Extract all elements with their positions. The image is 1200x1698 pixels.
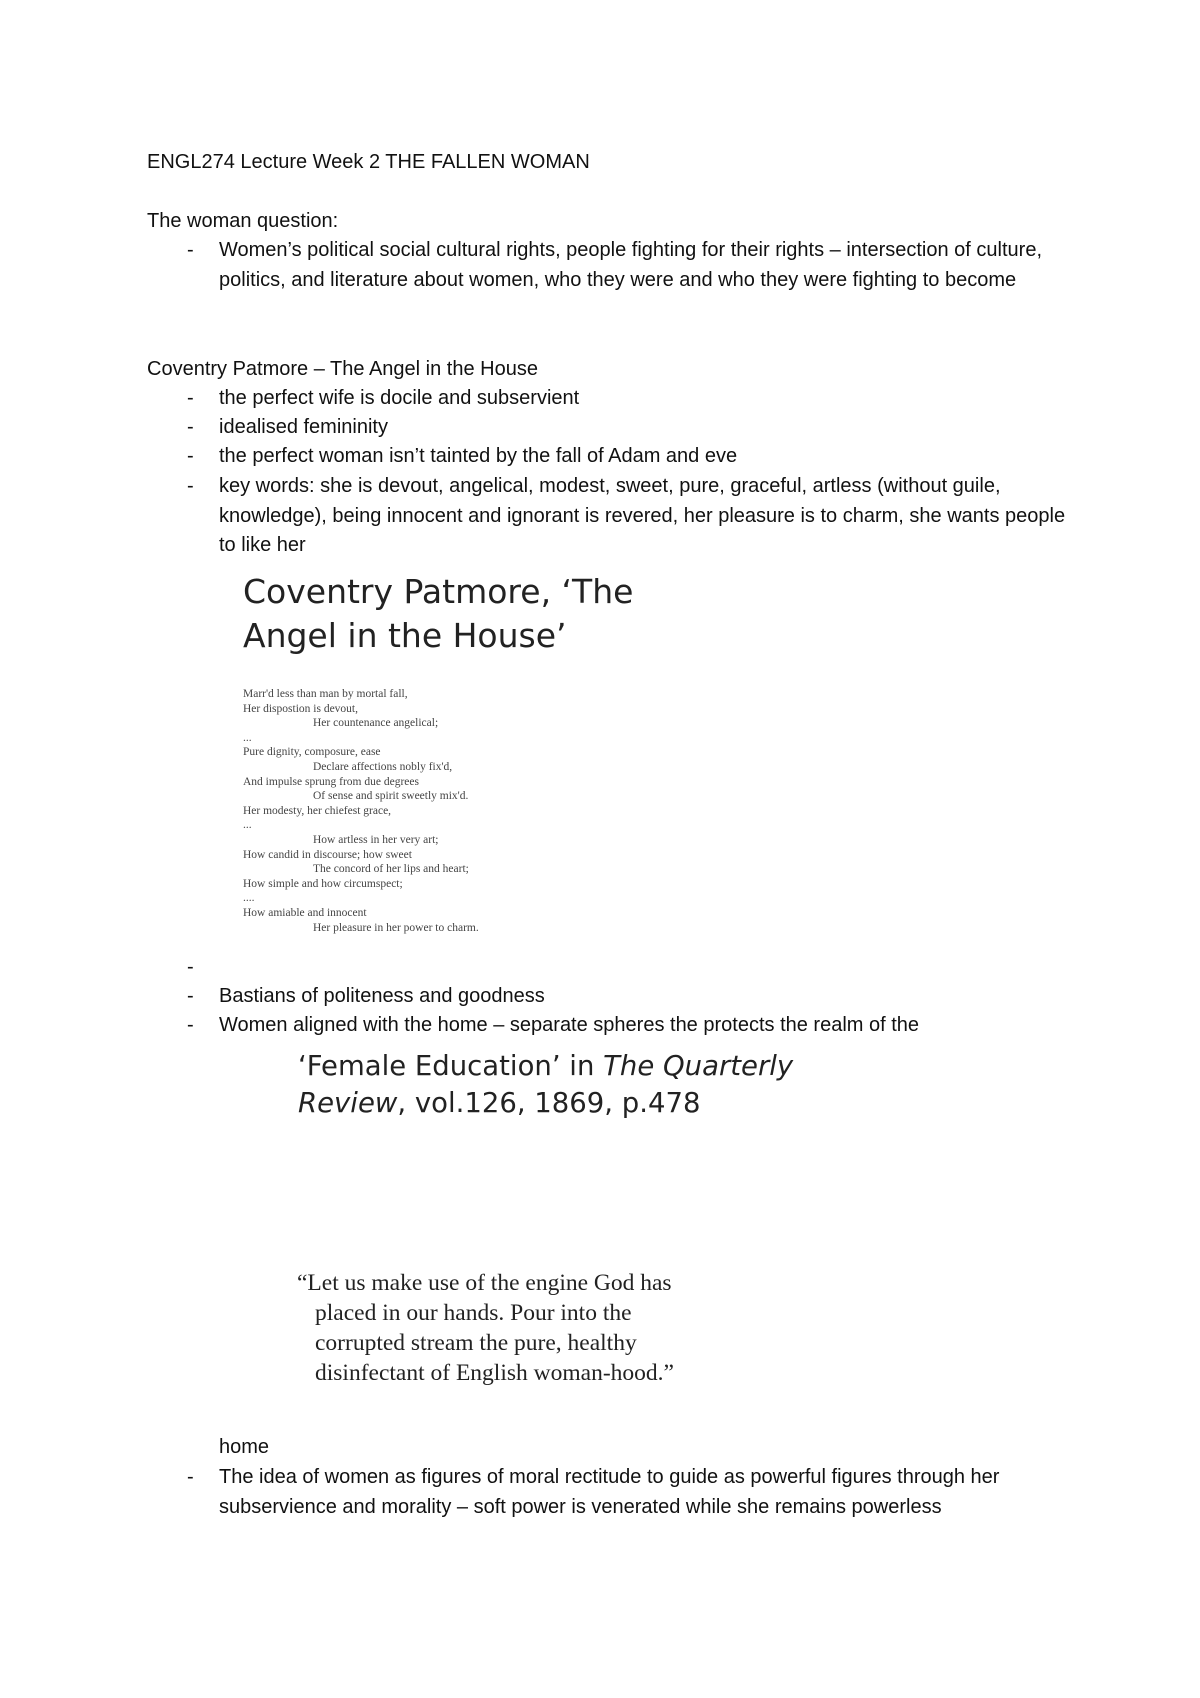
- slide-title-italic: Review: [298, 1087, 398, 1119]
- continuation-text: home: [219, 1436, 270, 1458]
- quote-line: placed in our hands. Pour into the: [315, 1300, 632, 1326]
- poem-line: And impulse sprung from due degrees: [243, 775, 419, 788]
- bullet-dash: -: [187, 985, 194, 1007]
- section-title-woman-question: The woman question:: [147, 210, 339, 232]
- poem-line: How simple and how circumspect;: [243, 877, 403, 890]
- bullet-item: Bastians of politeness and goodness: [219, 985, 545, 1007]
- quote-line: disinfectant of English woman-hood.”: [315, 1360, 674, 1386]
- bullet-item: idealised femininity: [219, 416, 388, 438]
- poem-line: ...: [243, 819, 252, 832]
- poem-excerpt: [243, 687, 479, 935]
- slide-title-italic: The Quarterly: [603, 1050, 794, 1082]
- poem-line: Her modesty, her chiefest grace,: [243, 804, 392, 817]
- slide-title-line: Angel in the House’: [243, 616, 567, 655]
- bullet-item: the perfect wife is docile and subservient: [219, 387, 580, 409]
- poem-line: How candid in discourse; how sweet: [243, 848, 412, 861]
- poem-line: Her dispostion is devout,: [243, 702, 358, 715]
- bullet-dash: -: [187, 387, 194, 409]
- slide-title-line: Coventry Patmore, ‘The: [243, 572, 634, 611]
- bullet-dash: -: [187, 956, 194, 978]
- poem-line: Declare affections nobly fix'd,: [313, 760, 453, 773]
- bullet-dash: -: [187, 239, 194, 261]
- slide-title-text: , vol.126, 1869, p.478: [397, 1087, 701, 1119]
- poem-line: Her countenance angelical;: [313, 717, 439, 730]
- bullet-dash: -: [187, 475, 194, 497]
- poem-line: Her pleasure in her power to charm.: [313, 921, 479, 934]
- bullet-item: Women aligned with the home – separate spheres the protects the realm of the: [219, 1014, 920, 1036]
- bullet-item: Women’s political social cultural rights, people fighting for their rights – intersection of culture, politics, and literature about women, who they were and who they were fighting to become: [219, 239, 1042, 291]
- bullet-dash: -: [187, 416, 194, 438]
- section-title-coventry-patmore: Coventry Patmore – The Angel in the House: [147, 358, 538, 380]
- bullet-item: the perfect woman isn’t tainted by the fall of Adam and eve: [219, 445, 738, 467]
- slide-title-line: [298, 1048, 793, 1085]
- quarterly-review-quote: [297, 1268, 674, 1388]
- slide-title-female-education: [298, 1048, 793, 1122]
- bullet-dash: -: [187, 1014, 194, 1036]
- poem-line: The concord of her lips and heart;: [313, 863, 469, 876]
- poem-line: ....: [243, 892, 255, 905]
- slide-title-line: [298, 1085, 793, 1122]
- slide-title-text: ‘Female Education’ in: [298, 1050, 604, 1082]
- poem-line: How amiable and innocent: [243, 906, 367, 919]
- bullet-dash: -: [187, 1466, 194, 1488]
- poem-line: ...: [243, 731, 252, 744]
- document-heading: ENGL274 Lecture Week 2 THE FALLEN WOMAN: [147, 151, 590, 173]
- quote-line: “Let us make use of the engine God has: [297, 1270, 672, 1296]
- poem-line: Marr'd less than man by mortal fall,: [243, 688, 408, 700]
- slide-title-patmore: [243, 570, 633, 658]
- poem-line: How artless in her very art;: [313, 833, 439, 846]
- bullet-dash: -: [187, 445, 194, 467]
- poem-line: Of sense and spirit sweetly mix'd.: [313, 790, 469, 803]
- bullet-item: key words: she is devout, angelical, modest, sweet, pure, graceful, artless (without guile, knowledge), being innocent and ignorant is revered, her pleasure is to charm, she wants people to like her: [219, 475, 1066, 556]
- quote-line: corrupted stream the pure, healthy: [315, 1330, 637, 1356]
- bullet-item: The idea of women as figures of moral rectitude to guide as powerful figures through her subservience and morality – soft power is venerated while she remains powerless: [219, 1466, 1000, 1518]
- poem-line: Pure dignity, composure, ease: [243, 746, 381, 759]
